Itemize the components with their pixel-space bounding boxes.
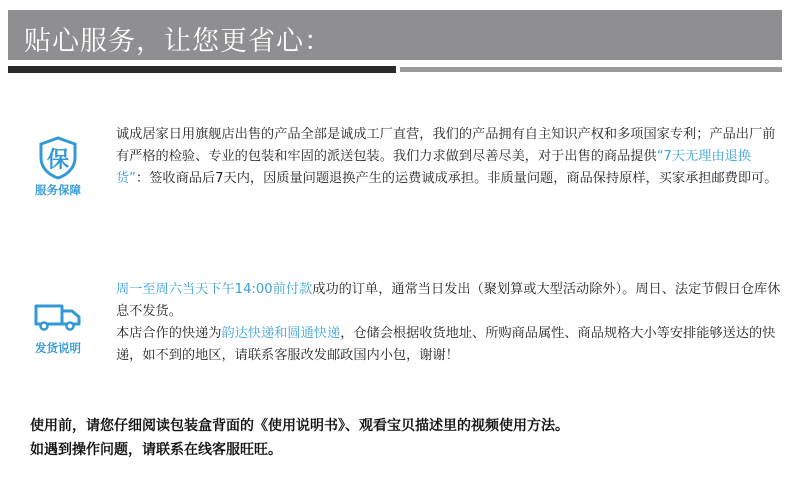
usage-note-line: 使用前，请您仔细阅读包装盒背面的《使用说明书》、观看宝贝描述里的视频使用方法。	[30, 418, 569, 434]
service-guarantee-label: 服务保障	[35, 183, 81, 197]
usage-notes	[30, 414, 770, 462]
service-guarantee-text: 诚成居家日用旗舰店出售的产品全部是诚成工厂直营，我们的产品拥有自主知识产权和多项国家专利；产品出厂前有严格的检验、专业的包装和牢固的派送包装。我们力求做到尽善尽美，对于出售的商品提供“7天无理由退换货”：签收商品后7天内，因质量问题退换产生的运费诚成承担。非质量问题，商品保持原样，买家承担邮费即可。	[116, 127, 778, 186]
shipping-info-badge	[26, 300, 90, 356]
support-note-line: 如遇到操作问题，请联系在线客服旺旺。	[30, 442, 282, 458]
shield-icon	[38, 136, 78, 180]
svg-text:保: 保	[46, 148, 70, 173]
divider-dark	[8, 66, 396, 73]
header-banner	[8, 10, 782, 60]
divider-gray	[400, 67, 782, 72]
page-title: 贴心服务，让您更省心：	[24, 26, 332, 57]
cutoff-time-highlight: 周一至周六当天下午14:00前付款	[116, 282, 313, 297]
return-policy-highlight: “7天无理由退换货”	[116, 149, 752, 186]
truck-icon	[32, 300, 84, 332]
courier-highlight: 韵达快递和圆通快递	[221, 326, 341, 341]
service-guarantee-badge	[26, 136, 90, 198]
shipping-info-text: 周一至周六当天下午14:00前付款成功的订单，通常当日发出（聚划算或大型活动除外）。周日、法定节假日仓库休息不发货。 本店合作的快递为韵达快递和圆通快递，仓储会根据收货地址、所购商品属性、商品规格大小等安排能够送达的快递，如不到的地区，请联系客服改发邮政国内小包，谢谢！	[116, 282, 781, 363]
shipping-info-label: 发货说明	[35, 341, 81, 355]
